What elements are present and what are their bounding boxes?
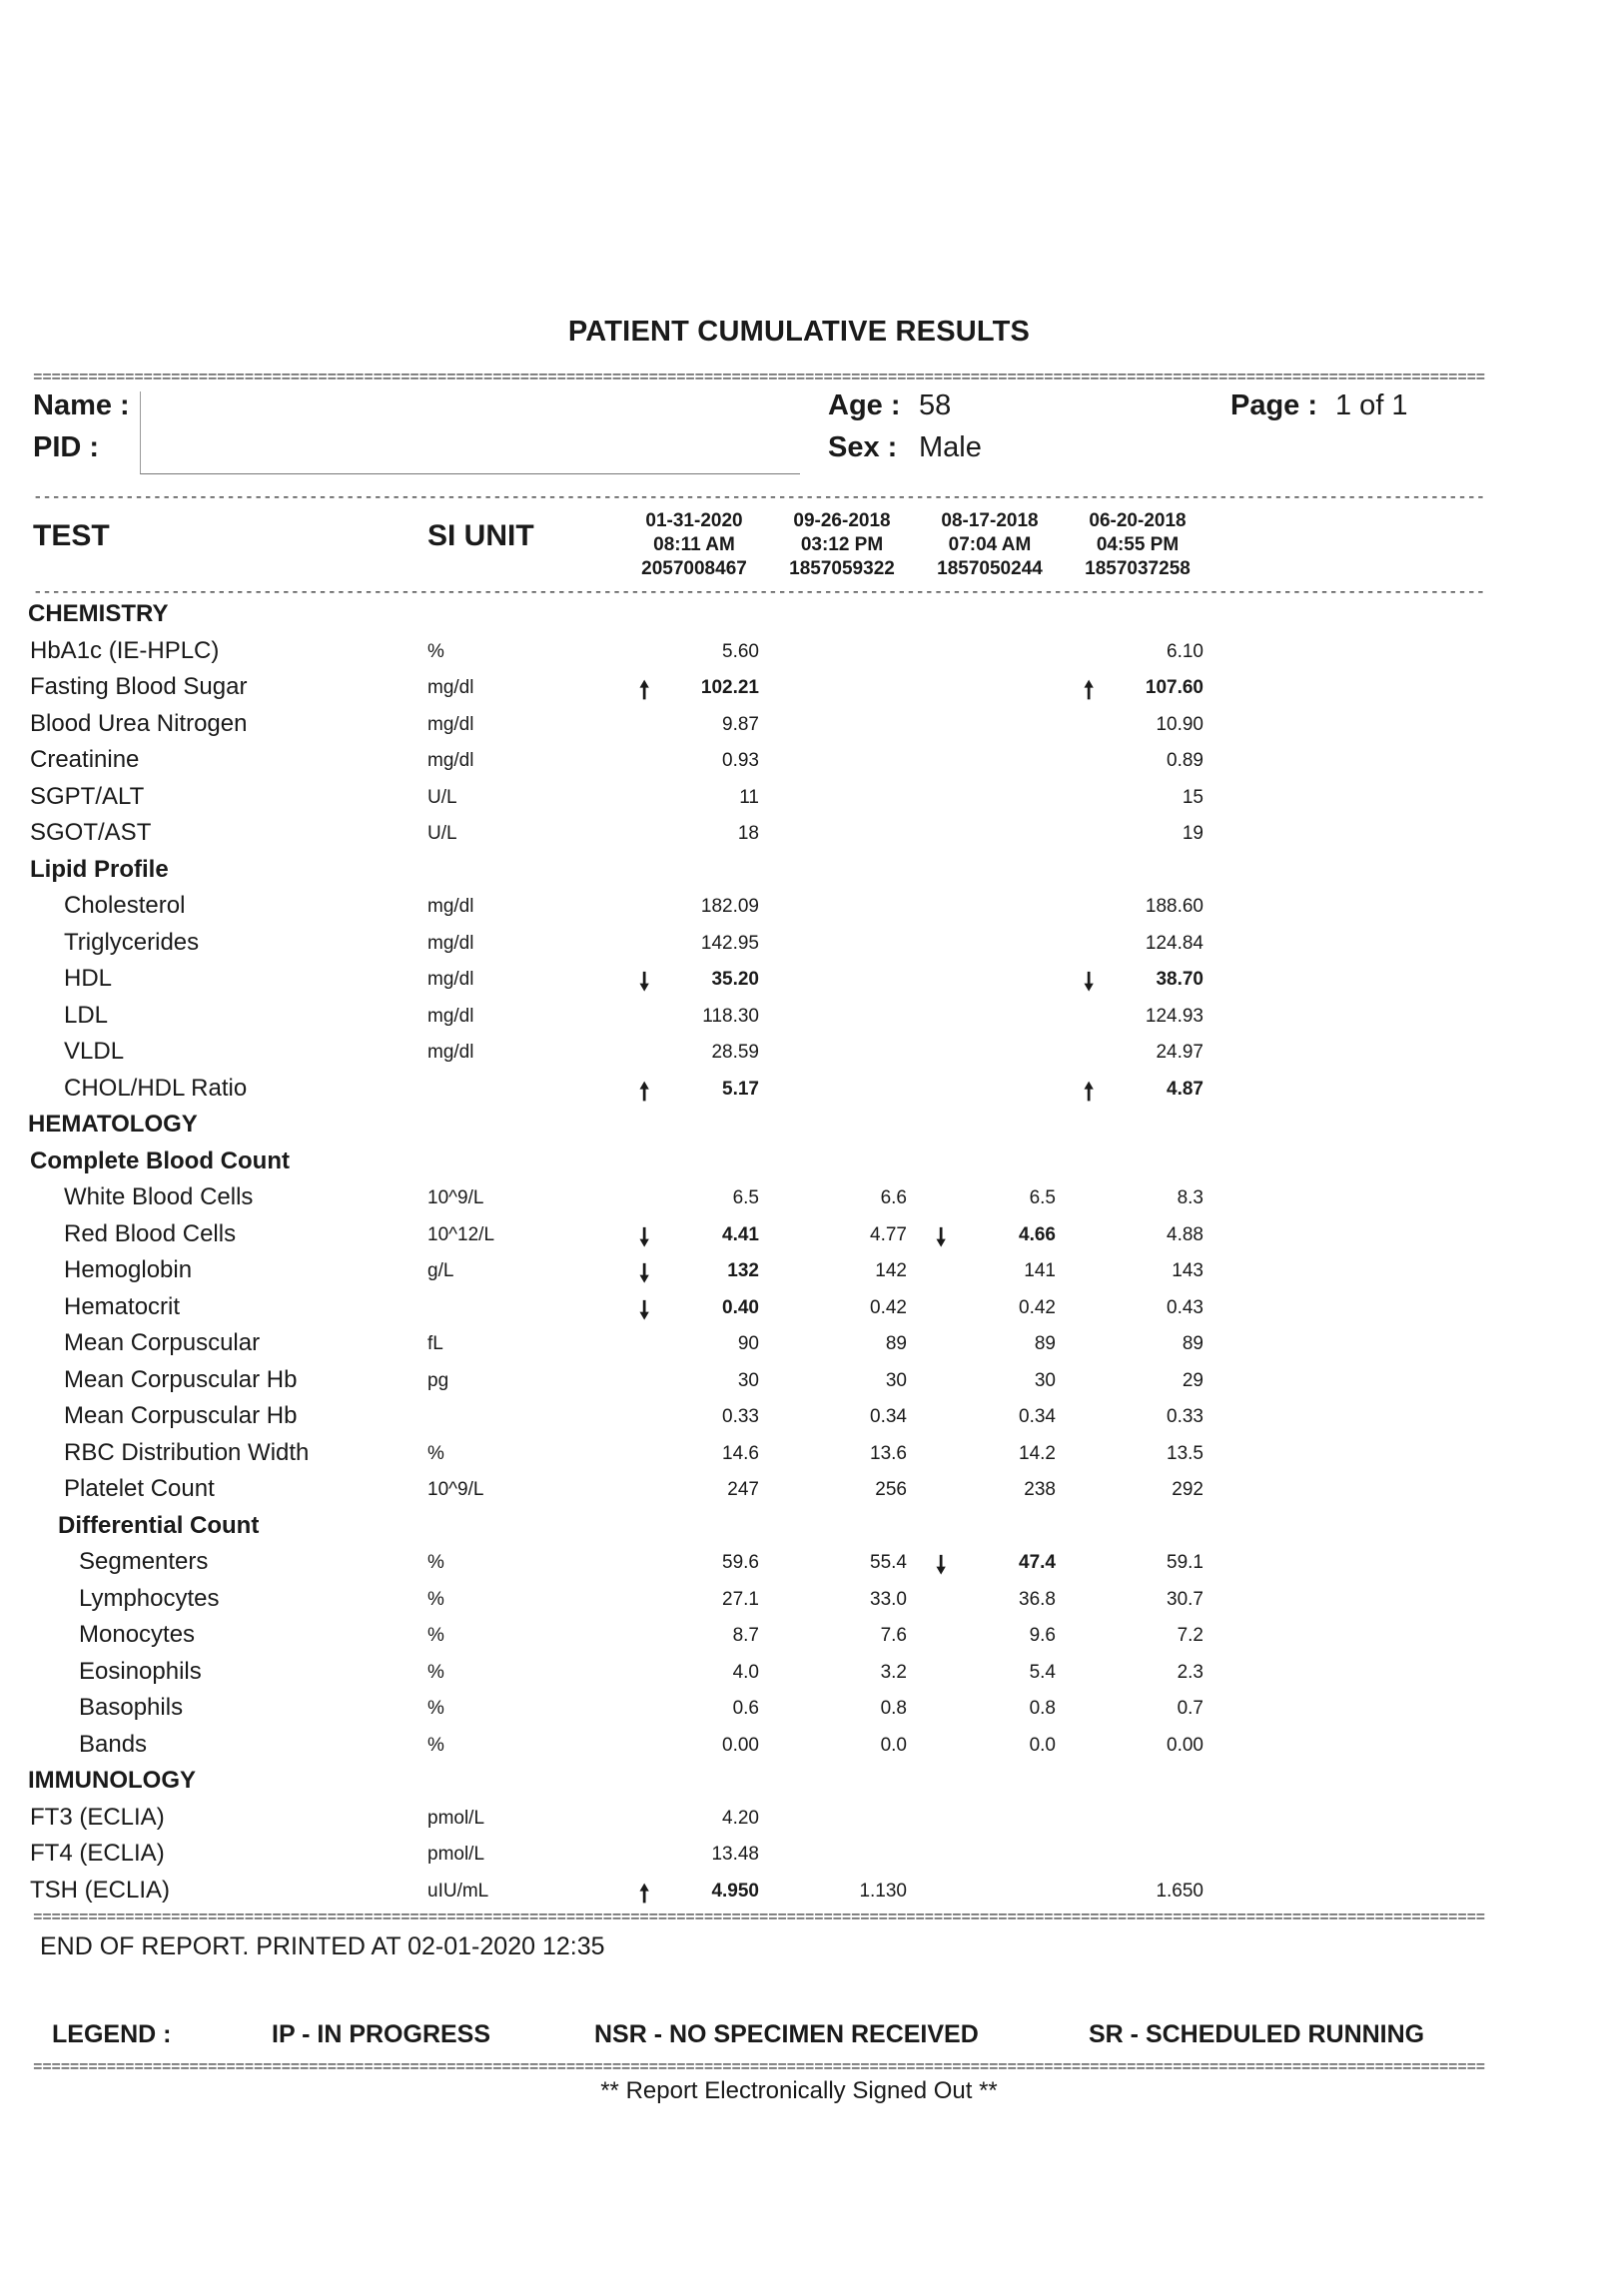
result-value: 19 bbox=[1182, 823, 1203, 844]
test-name: Segmenters bbox=[79, 1548, 209, 1575]
subsection-title: Complete Blood Count bbox=[30, 1147, 290, 1174]
result-value: 238 bbox=[1024, 1479, 1056, 1500]
test-unit: % bbox=[427, 1698, 444, 1719]
result-value: 47.4 bbox=[1019, 1552, 1056, 1573]
test-unit: mg/dl bbox=[427, 896, 474, 917]
page-value: 1 of 1 bbox=[1335, 389, 1408, 421]
test-unit: mg/dl bbox=[427, 713, 474, 735]
test-name: Mean Corpuscular Hb bbox=[64, 1365, 298, 1393]
result-value: 28.59 bbox=[711, 1042, 759, 1063]
test-name: Lymphocytes bbox=[79, 1584, 220, 1612]
result-value: 89 bbox=[1182, 1333, 1203, 1354]
result-value: 8.7 bbox=[732, 1625, 759, 1646]
test-name: TSH (ECLIA) bbox=[30, 1876, 171, 1904]
result-value: 59.6 bbox=[722, 1552, 759, 1573]
result-value: 0.89 bbox=[1167, 750, 1203, 771]
result-value: 7.2 bbox=[1177, 1625, 1203, 1646]
column-accession: 2057008467 bbox=[641, 558, 747, 579]
test-name: Red Blood Cells bbox=[64, 1219, 237, 1247]
arrow-down-icon: 🠗 bbox=[936, 1223, 947, 1251]
test-unit: 10^12/L bbox=[427, 1223, 495, 1245]
result-value: 107.60 bbox=[1145, 677, 1203, 698]
result-value: 4.77 bbox=[870, 1223, 907, 1245]
table-row bbox=[0, 1617, 1598, 1654]
test-unit: mg/dl bbox=[427, 677, 474, 698]
test-unit: pmol/L bbox=[427, 1844, 485, 1865]
result-value: 4.88 bbox=[1167, 1223, 1203, 1245]
section-header-row bbox=[0, 1107, 1598, 1144]
test-unit: pmol/L bbox=[427, 1807, 485, 1829]
subsection-title: Differential Count bbox=[58, 1511, 260, 1539]
result-value: 118.30 bbox=[702, 1005, 759, 1027]
result-value: 4.87 bbox=[1167, 1078, 1203, 1100]
table-row bbox=[0, 1289, 1598, 1326]
test-name: VLDL bbox=[64, 1038, 125, 1065]
result-value: 9.87 bbox=[722, 713, 759, 735]
result-value: 15 bbox=[1182, 786, 1203, 808]
table-row bbox=[0, 1362, 1598, 1399]
test-name: SGOT/AST bbox=[30, 819, 152, 846]
result-value: 188.60 bbox=[1145, 896, 1203, 917]
table-row bbox=[0, 1690, 1598, 1727]
result-value: 13.6 bbox=[870, 1442, 907, 1464]
column-date: 06-20-2018 bbox=[1089, 510, 1187, 531]
result-value: 14.6 bbox=[722, 1442, 759, 1464]
arrow-down-icon: 🠗 bbox=[639, 1260, 650, 1287]
test-unit: mg/dl bbox=[427, 932, 474, 954]
test-unit: U/L bbox=[427, 823, 457, 844]
age-label: Age : bbox=[828, 389, 901, 421]
result-value: 0.8 bbox=[880, 1698, 907, 1719]
page-label: Page : bbox=[1230, 389, 1318, 421]
result-value: 0.8 bbox=[1029, 1698, 1056, 1719]
test-unit: 10^9/L bbox=[427, 1187, 484, 1208]
result-value: 0.7 bbox=[1177, 1698, 1203, 1719]
test-unit: % bbox=[427, 1442, 444, 1464]
table-row bbox=[0, 1034, 1598, 1071]
result-value: 29 bbox=[1182, 1369, 1203, 1391]
test-name: Monocytes bbox=[79, 1621, 196, 1648]
result-value: 30 bbox=[1034, 1369, 1056, 1391]
result-value: 24.97 bbox=[1156, 1042, 1203, 1063]
result-value: 247 bbox=[727, 1479, 759, 1500]
table-row bbox=[0, 1435, 1598, 1472]
column-time: 07:04 AM bbox=[948, 534, 1032, 555]
result-value: 11 bbox=[739, 786, 759, 808]
arrow-down-icon: 🠗 bbox=[936, 1552, 947, 1579]
result-value: 0.34 bbox=[870, 1406, 907, 1427]
result-value: 7.6 bbox=[880, 1625, 907, 1646]
subsection-title: Lipid Profile bbox=[30, 855, 169, 883]
result-value: 102.21 bbox=[700, 677, 759, 698]
table-row bbox=[0, 961, 1598, 998]
result-value: 142 bbox=[875, 1260, 907, 1281]
result-value: 30 bbox=[885, 1369, 907, 1391]
section-header-row bbox=[0, 1763, 1598, 1800]
test-name: SGPT/ALT bbox=[30, 782, 145, 810]
test-unit: mg/dl bbox=[427, 1005, 474, 1027]
test-unit: mg/dl bbox=[427, 969, 474, 990]
test-name: Fasting Blood Sugar bbox=[30, 673, 248, 700]
arrow-down-icon: 🠗 bbox=[639, 1296, 650, 1324]
result-value: 5.17 bbox=[722, 1078, 759, 1100]
test-name: RBC Distribution Width bbox=[64, 1438, 310, 1466]
section-title: IMMUNOLOGY bbox=[28, 1767, 196, 1794]
table-row bbox=[0, 1398, 1598, 1435]
result-value: 0.0 bbox=[1029, 1734, 1056, 1756]
result-value: 6.6 bbox=[880, 1187, 907, 1208]
result-value: 256 bbox=[875, 1479, 907, 1500]
result-value: 9.6 bbox=[1029, 1625, 1056, 1646]
table-row bbox=[0, 1873, 1598, 1910]
double-rule-divider bbox=[33, 370, 1526, 385]
result-value: 30.7 bbox=[1167, 1588, 1203, 1610]
result-value: 0.33 bbox=[722, 1406, 759, 1427]
test-unit: g/L bbox=[427, 1260, 454, 1281]
test-unit: % bbox=[427, 1588, 444, 1610]
sex-label: Sex : bbox=[828, 431, 898, 463]
name-label: Name : bbox=[33, 389, 130, 421]
table-row bbox=[0, 779, 1598, 816]
test-unit: % bbox=[427, 1661, 444, 1683]
single-rule-divider bbox=[33, 489, 1526, 505]
test-name: CHOL/HDL Ratio bbox=[64, 1074, 248, 1102]
arrow-down-icon: 🠗 bbox=[639, 969, 650, 996]
column-accession: 1857037258 bbox=[1085, 558, 1191, 579]
result-value: 6.10 bbox=[1167, 640, 1203, 662]
test-name: HbA1c (IE-HPLC) bbox=[30, 636, 220, 664]
legend-item-nsr: NSR - NO SPECIMEN RECEIVED bbox=[594, 2020, 979, 2048]
result-value: 182.09 bbox=[700, 896, 759, 917]
result-value: 55.4 bbox=[870, 1552, 907, 1573]
test-name: Mean Corpuscular bbox=[64, 1329, 261, 1356]
table-row bbox=[0, 1727, 1598, 1764]
result-value: 0.0 bbox=[880, 1734, 907, 1756]
result-value: 38.70 bbox=[1156, 969, 1203, 990]
result-value: 4.20 bbox=[722, 1807, 759, 1829]
result-value: 0.42 bbox=[870, 1296, 907, 1318]
test-unit: % bbox=[427, 1625, 444, 1646]
result-value: 6.5 bbox=[1029, 1187, 1056, 1208]
section-header-row bbox=[0, 596, 1598, 633]
column-time: 04:55 PM bbox=[1096, 534, 1180, 555]
test-name: Basophils bbox=[79, 1694, 184, 1721]
result-value: 0.6 bbox=[732, 1698, 759, 1719]
table-row bbox=[0, 1252, 1598, 1289]
test-name: Creatinine bbox=[30, 746, 140, 773]
result-value: 292 bbox=[1172, 1479, 1203, 1500]
table-row bbox=[0, 998, 1598, 1035]
test-name: FT4 (ECLIA) bbox=[30, 1840, 165, 1867]
date-column-header bbox=[772, 509, 912, 581]
test-name: Hemoglobin bbox=[64, 1256, 193, 1283]
table-row bbox=[0, 1071, 1598, 1108]
table-row bbox=[0, 1836, 1598, 1873]
result-value: 0.33 bbox=[1167, 1406, 1203, 1427]
section-title: HEMATOLOGY bbox=[28, 1111, 198, 1138]
table-row bbox=[0, 742, 1598, 779]
result-value: 132 bbox=[727, 1260, 759, 1281]
result-value: 13.48 bbox=[711, 1844, 759, 1865]
test-name: Triglycerides bbox=[64, 928, 200, 956]
table-row bbox=[0, 1581, 1598, 1618]
end-of-report-text: END OF REPORT. PRINTED AT 02-01-2020 12:35 bbox=[40, 1932, 605, 1960]
date-column-header bbox=[920, 509, 1060, 581]
arrow-up-icon: 🠕 bbox=[1084, 677, 1095, 704]
test-name: White Blood Cells bbox=[64, 1183, 254, 1210]
table-row bbox=[0, 1179, 1598, 1216]
test-unit: % bbox=[427, 1734, 444, 1756]
result-value: 27.1 bbox=[722, 1588, 759, 1610]
result-value: 2.3 bbox=[1177, 1661, 1203, 1683]
table-row bbox=[0, 1325, 1598, 1362]
test-name: Bands bbox=[79, 1730, 148, 1758]
results-table bbox=[0, 596, 1598, 1909]
table-row bbox=[0, 669, 1598, 706]
column-date: 01-31-2020 bbox=[645, 510, 743, 531]
result-value: 35.20 bbox=[711, 969, 759, 990]
result-value: 6.5 bbox=[732, 1187, 759, 1208]
column-accession: 1857050244 bbox=[937, 558, 1043, 579]
legend-label: LEGEND : bbox=[52, 2020, 172, 2048]
subsection-header-row bbox=[0, 852, 1598, 889]
table-row bbox=[0, 1471, 1598, 1508]
table-row bbox=[0, 815, 1598, 852]
arrow-up-icon: 🠕 bbox=[1084, 1078, 1095, 1106]
result-value: 4.41 bbox=[722, 1223, 759, 1245]
result-value: 124.84 bbox=[1145, 932, 1203, 954]
section-title: CHEMISTRY bbox=[28, 600, 169, 627]
test-unit: U/L bbox=[427, 786, 457, 808]
column-accession: 1857059322 bbox=[789, 558, 895, 579]
result-value: 1.130 bbox=[859, 1880, 907, 1902]
result-value: 0.43 bbox=[1167, 1296, 1203, 1318]
double-rule-divider bbox=[33, 2059, 1526, 2075]
report-title: PATIENT CUMULATIVE RESULTS bbox=[567, 316, 1031, 348]
result-value: 89 bbox=[1034, 1333, 1056, 1354]
test-column-header: TEST bbox=[33, 519, 110, 552]
result-value: 5.4 bbox=[1029, 1661, 1056, 1683]
result-value: 14.2 bbox=[1019, 1442, 1056, 1464]
double-rule-divider bbox=[33, 1910, 1526, 1925]
test-name: Eosinophils bbox=[79, 1657, 202, 1685]
result-value: 0.00 bbox=[722, 1734, 759, 1756]
date-column-header bbox=[1068, 509, 1207, 581]
subsection-header-row bbox=[0, 1508, 1598, 1545]
test-name: Mean Corpuscular Hb bbox=[64, 1402, 298, 1429]
test-unit: uIU/mL bbox=[427, 1880, 489, 1902]
test-unit: % bbox=[427, 640, 444, 662]
result-value: 30 bbox=[737, 1369, 759, 1391]
table-row bbox=[0, 1216, 1598, 1253]
result-value: 124.93 bbox=[1145, 1005, 1203, 1027]
result-value: 5.60 bbox=[722, 640, 759, 662]
table-row bbox=[0, 633, 1598, 670]
signed-out-text: ** Report Electronically Signed Out ** bbox=[600, 2077, 998, 2104]
test-name: FT3 (ECLIA) bbox=[30, 1803, 165, 1831]
subsection-header-row bbox=[0, 1144, 1598, 1180]
result-value: 33.0 bbox=[870, 1588, 907, 1610]
legend-item-ip: IP - IN PROGRESS bbox=[272, 2020, 491, 2048]
test-name: Platelet Count bbox=[64, 1475, 215, 1502]
test-unit: fL bbox=[427, 1333, 443, 1354]
result-value: 4.950 bbox=[711, 1880, 759, 1902]
result-value: 141 bbox=[1024, 1260, 1056, 1281]
result-value: 1.650 bbox=[1156, 1880, 1203, 1902]
test-name: Cholesterol bbox=[64, 892, 186, 919]
table-row bbox=[0, 888, 1598, 925]
legend-item-sr: SR - SCHEDULED RUNNING bbox=[1089, 2020, 1425, 2048]
test-name: Hematocrit bbox=[64, 1292, 181, 1320]
unit-column-header: SI UNIT bbox=[427, 519, 534, 552]
table-row bbox=[0, 1654, 1598, 1691]
result-value: 10.90 bbox=[1156, 713, 1203, 735]
result-value: 36.8 bbox=[1019, 1588, 1056, 1610]
result-value: 13.5 bbox=[1167, 1442, 1203, 1464]
arrow-up-icon: 🠕 bbox=[639, 677, 650, 704]
arrow-down-icon: 🠗 bbox=[1084, 969, 1095, 996]
date-column-header bbox=[624, 509, 764, 581]
pid-label: PID : bbox=[33, 431, 100, 463]
result-value: 0.93 bbox=[722, 750, 759, 771]
test-unit: mg/dl bbox=[427, 1042, 474, 1063]
result-value: 8.3 bbox=[1177, 1187, 1203, 1208]
arrow-down-icon: 🠗 bbox=[639, 1223, 650, 1251]
test-name: Blood Urea Nitrogen bbox=[30, 709, 248, 737]
result-value: 0.42 bbox=[1019, 1296, 1056, 1318]
arrow-up-icon: 🠕 bbox=[639, 1880, 650, 1908]
age-value: 58 bbox=[919, 389, 952, 421]
column-time: 03:12 PM bbox=[800, 534, 884, 555]
result-value: 0.34 bbox=[1019, 1406, 1056, 1427]
result-value: 3.2 bbox=[880, 1661, 907, 1683]
test-name: HDL bbox=[64, 965, 113, 992]
test-unit: pg bbox=[427, 1369, 449, 1391]
result-value: 142.95 bbox=[700, 932, 759, 954]
result-value: 59.1 bbox=[1167, 1552, 1203, 1573]
result-value: 90 bbox=[737, 1333, 759, 1354]
test-unit: % bbox=[427, 1552, 444, 1573]
column-time: 08:11 AM bbox=[653, 534, 735, 555]
column-date: 09-26-2018 bbox=[793, 510, 891, 531]
result-value: 4.66 bbox=[1019, 1223, 1056, 1245]
redacted-patient-info bbox=[140, 391, 800, 474]
test-unit: mg/dl bbox=[427, 750, 474, 771]
test-unit: 10^9/L bbox=[427, 1479, 484, 1500]
table-row bbox=[0, 925, 1598, 962]
result-value: 4.0 bbox=[732, 1661, 759, 1683]
test-name: LDL bbox=[64, 1001, 109, 1029]
result-value: 89 bbox=[885, 1333, 907, 1354]
table-row bbox=[0, 1800, 1598, 1837]
result-value: 0.00 bbox=[1167, 1734, 1203, 1756]
table-row bbox=[0, 1544, 1598, 1581]
arrow-up-icon: 🠕 bbox=[639, 1078, 650, 1106]
table-row bbox=[0, 706, 1598, 743]
column-date: 08-17-2018 bbox=[941, 510, 1039, 531]
result-value: 18 bbox=[737, 823, 759, 844]
result-value: 143 bbox=[1172, 1260, 1203, 1281]
result-value: 0.40 bbox=[722, 1296, 759, 1318]
sex-value: Male bbox=[919, 431, 982, 463]
